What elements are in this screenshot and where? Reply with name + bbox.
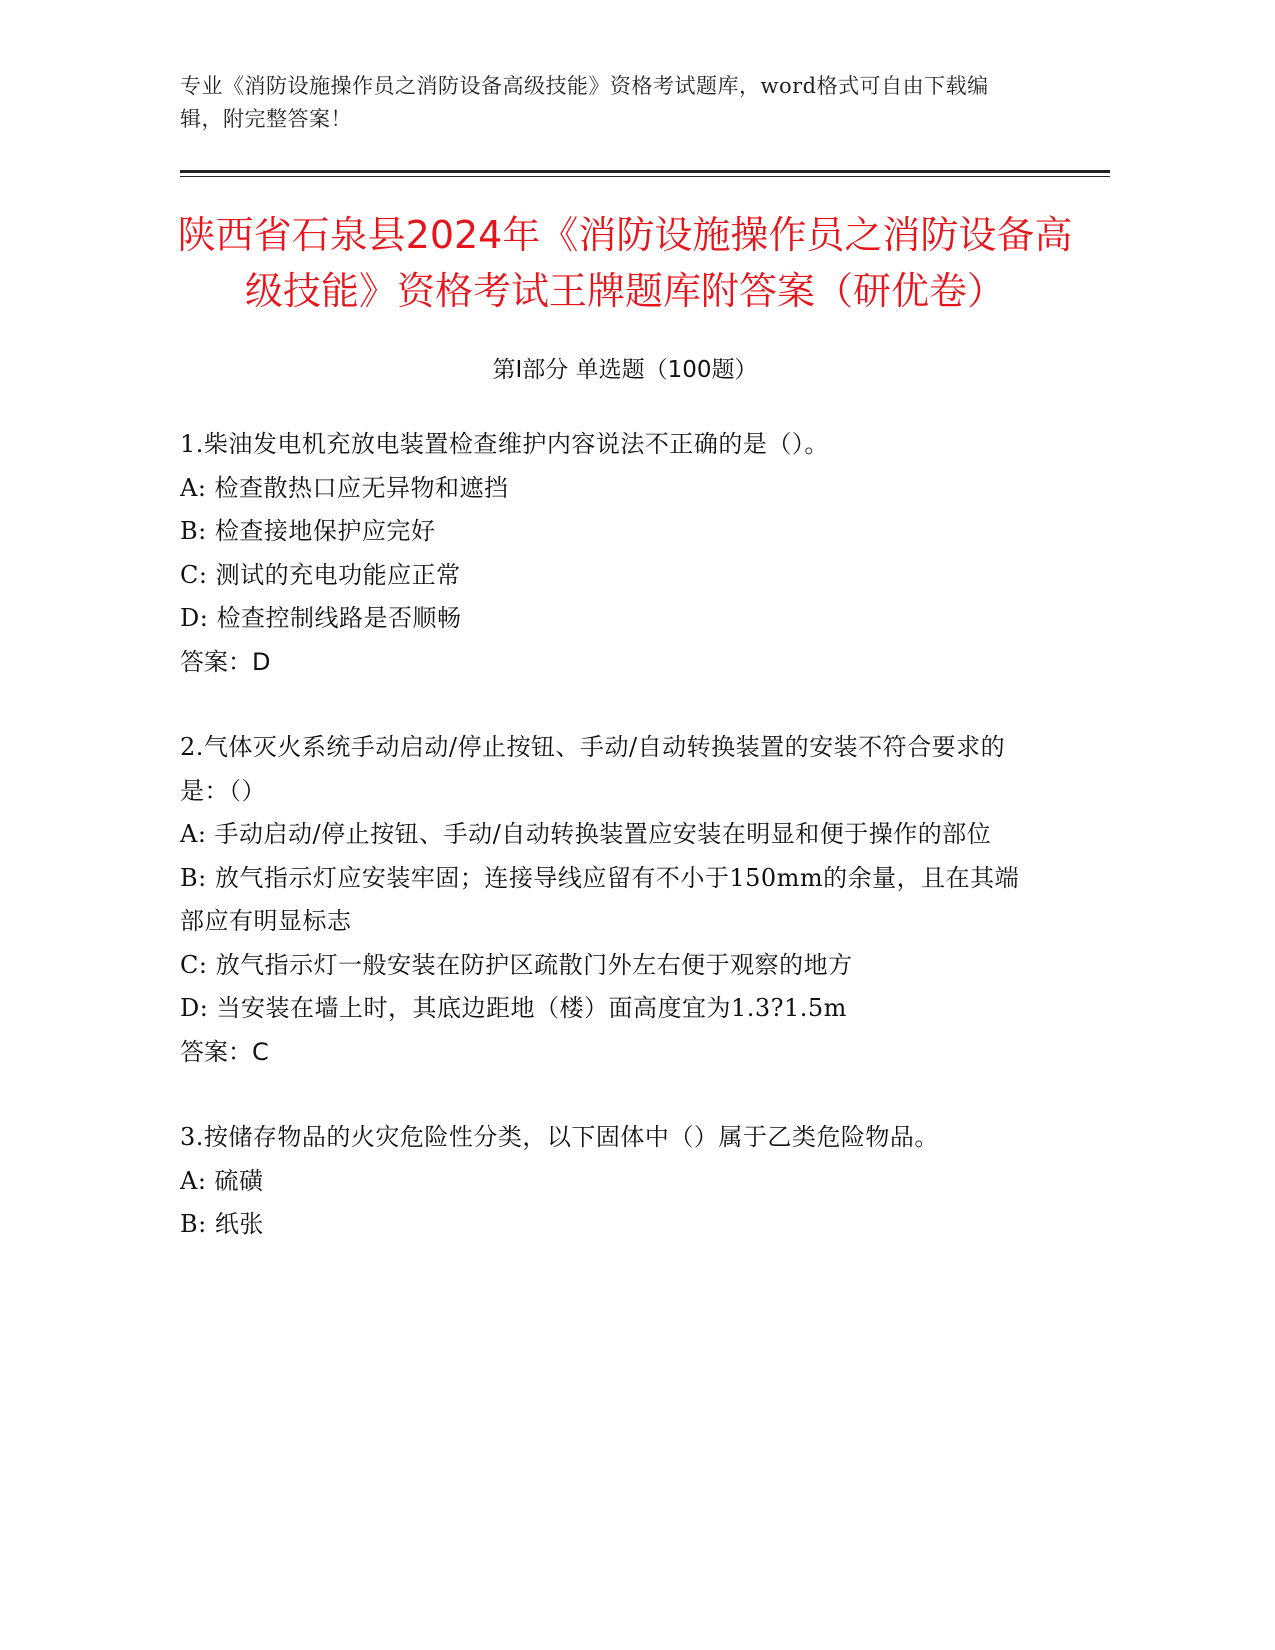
document-title: 陕西省石泉县2024年《消防设施操作员之消防设备高级技能》资格考试王牌题库附答案（研优卷） — [177, 213, 1073, 313]
question-list — [180, 423, 1110, 1247]
question-stem: 3.按储存物品的火灾危险性分类，以下固体中（）属于乙类危险物品。 — [180, 1123, 939, 1151]
section-heading: 第Ⅰ部分 单选题（100题） — [492, 357, 758, 383]
answer-line: 答案：D — [180, 647, 271, 676]
option-d: D: 检查控制线路是否顺畅 — [180, 604, 462, 632]
option-c: C: 放气指示灯一般安装在防护区疏散门外左右便于观察的地方 — [180, 950, 853, 979]
option-d: D: 当安装在墙上时，其底边距地（楼）面高度宜为1.3?1.5m — [180, 994, 847, 1022]
answer-line: 答案：C — [180, 1037, 269, 1066]
question-1 — [180, 423, 1110, 684]
header-rule-thin — [180, 176, 1110, 177]
question-2 — [180, 726, 1110, 1074]
question-stem: 2.气体灭火系统手动启动/停止按钮、手动/自动转换装置的安装不符合要求的是：（） — [180, 733, 1006, 805]
header-rule — [180, 170, 1110, 173]
option-b: B: 放气指示灯应安装牢固；连接导线应留有不小于150mm的余量，且在其端部应有明显标志 — [180, 863, 1020, 935]
option-a: A: 手动启动/停止按钮、手动/自动转换装置应安装在明显和便于操作的部位 — [180, 820, 992, 848]
question-stem: 1.柴油发电机充放电装置检查维护内容说法不正确的是（）。 — [180, 430, 829, 458]
option-a: A: 检查散热口应无异物和遮挡 — [180, 473, 509, 502]
header-note: 专业《消防设施操作员之消防设备高级技能》资格考试题库，word格式可自由下载编辑，附完整答案！ — [180, 74, 989, 131]
document-page — [177, 70, 1110, 1289]
question-3 — [180, 1116, 1110, 1247]
option-b: B: 纸张 — [180, 1210, 264, 1238]
option-b: B: 检查接地保护应完好 — [180, 517, 436, 545]
option-a: A: 硫磺 — [180, 1166, 264, 1195]
option-c: C: 测试的充电功能应正常 — [180, 560, 461, 589]
